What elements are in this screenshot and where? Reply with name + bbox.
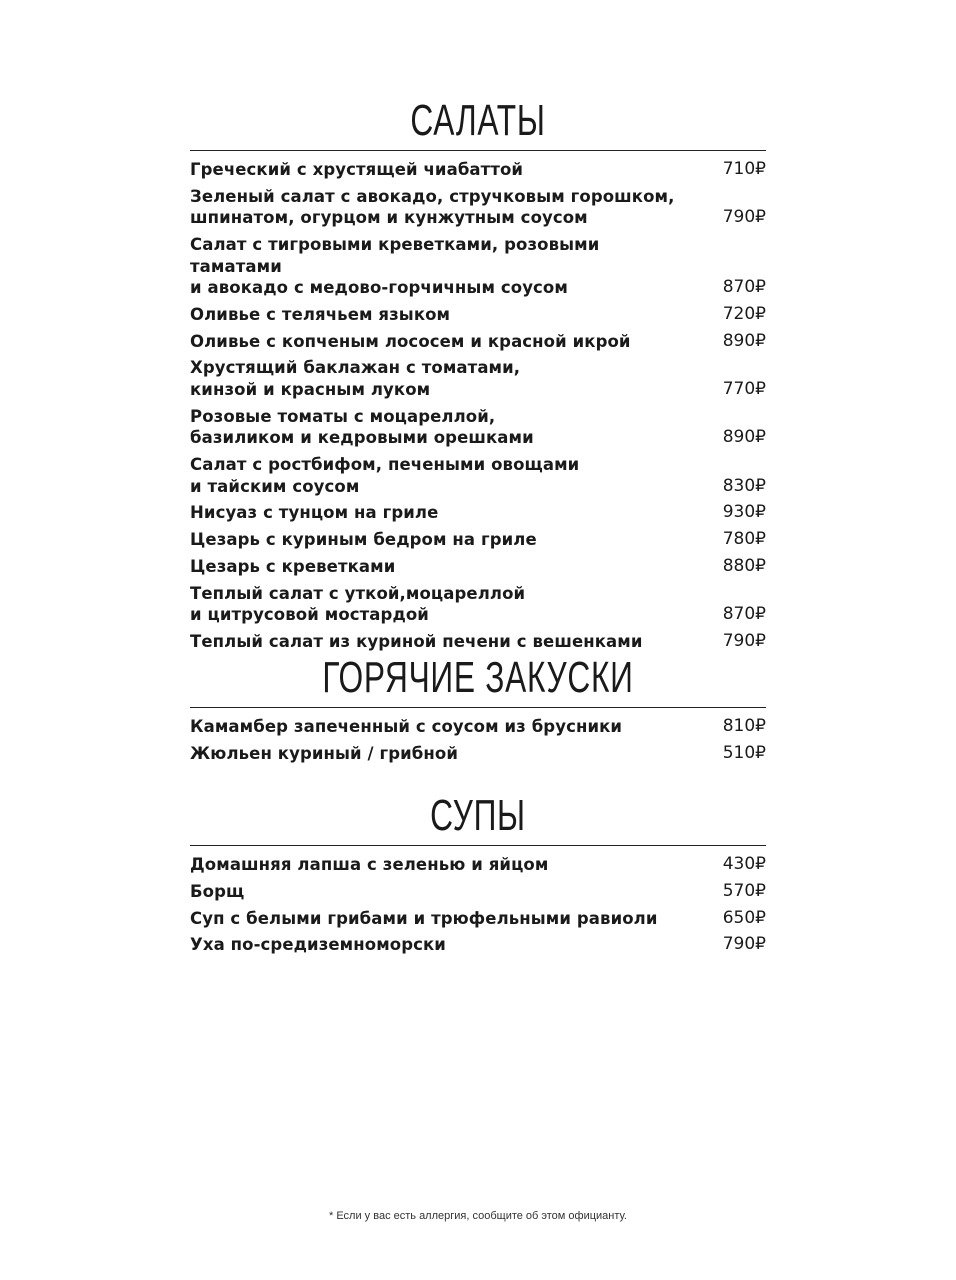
- dish-price: 710₽: [722, 159, 766, 179]
- dish-name: Хрустящий баклажан с томатами, кинзой и красным луком: [190, 358, 521, 399]
- dish-price: 790₽: [722, 934, 766, 955]
- menu-item: [190, 186, 766, 229]
- menu-item: [190, 743, 766, 765]
- menu-item: [190, 234, 766, 299]
- dish-name: Теплый салат из куриной печени с вешенками: [190, 632, 643, 652]
- section-title: САЛАТЫ: [410, 96, 546, 145]
- menu-item: [190, 406, 766, 449]
- menu-item: [190, 331, 766, 353]
- dish-price: 790₽: [722, 207, 766, 228]
- menu-item: [190, 583, 766, 626]
- dish-price: 890₽: [722, 427, 766, 448]
- menu-item: [190, 556, 766, 578]
- dish-name: Цезарь с креветками: [190, 556, 396, 576]
- dish-name: Домашняя лапша с зеленью и яйцом: [190, 855, 549, 874]
- menu-items-list: [190, 159, 766, 653]
- dish-name: Розовые томаты с моцареллой, базиликом и кедровыми орешками: [190, 406, 534, 448]
- dish-name: Нисуаз с тунцом на гриле: [190, 503, 439, 523]
- menu-item: [190, 357, 766, 400]
- section-title: СУПЫ: [430, 791, 526, 840]
- section-title: ГОРЯЧИЕ ЗАКУСКИ: [322, 653, 634, 702]
- menu-item: [190, 908, 766, 930]
- section-divider: [190, 845, 766, 846]
- section-soups: [190, 793, 766, 961]
- menu-item: [190, 631, 766, 653]
- dish-name: Уха по-средиземноморски: [190, 935, 446, 955]
- allergy-footnote: * Если у вас есть аллергия, сообщите об этом официанту.: [329, 1210, 627, 1222]
- dish-name: Суп с белыми грибами и трюфельными равиоли: [190, 908, 658, 928]
- dish-name: Камамбер запеченный с соусом из брусники: [190, 717, 623, 736]
- dish-name: Греческий с хрустящей чиабаттой: [190, 160, 524, 179]
- dish-price: 810₽: [722, 716, 766, 736]
- dish-name: Салат с тигровыми креветками, розовыми таматами и авокадо с медово-горчичным соусом: [190, 235, 600, 298]
- dish-price: 870₽: [722, 604, 766, 625]
- dish-name: Зеленый салат с авокадо, стручковым горошком, шпинатом, огурцом и кунжутным соусом: [190, 186, 675, 228]
- dish-price: 430₽: [722, 854, 766, 874]
- dish-name: Оливье с копченым лососем и красной икрой: [190, 331, 631, 351]
- menu-item: [190, 529, 766, 551]
- dish-name: Оливье с телячьем языком: [190, 304, 451, 324]
- menu-item: [190, 854, 766, 876]
- section-hot-appetizers: [190, 655, 766, 770]
- dish-price: 720₽: [722, 303, 766, 324]
- dish-name: Жюльен куриный / грибной: [190, 743, 459, 763]
- menu-item: [190, 304, 766, 326]
- dish-price: 880₽: [722, 555, 766, 576]
- menu-items-list: [190, 716, 766, 764]
- menu-items-list: [190, 854, 766, 956]
- menu-item: [190, 881, 766, 903]
- dish-price: 780₽: [722, 529, 766, 550]
- dish-price: 510₽: [722, 742, 766, 763]
- dish-price: 790₽: [722, 631, 766, 652]
- dish-price: 650₽: [722, 907, 766, 928]
- dish-name: Цезарь с куриным бедром на гриле: [190, 530, 537, 550]
- dish-price: 890₽: [722, 330, 766, 351]
- dish-name: Салат с ростбифом, печеными овощами и тайским соусом: [190, 455, 580, 496]
- menu-item: [190, 716, 766, 738]
- menu-item: [190, 502, 766, 524]
- menu-item: [190, 159, 766, 181]
- section-divider: [190, 707, 766, 708]
- section-divider: [190, 150, 766, 151]
- dish-price: 770₽: [722, 378, 766, 399]
- dish-price: 870₽: [722, 277, 766, 298]
- dish-price: 570₽: [722, 880, 766, 901]
- dish-name: Теплый салат с уткой,моцареллой и цитрусовой мостардой: [190, 583, 526, 625]
- menu-item: [190, 934, 766, 956]
- dish-price: 930₽: [722, 502, 766, 523]
- dish-name: Борщ: [190, 881, 245, 901]
- menu-item: [190, 454, 766, 497]
- section-salads: [190, 98, 766, 658]
- dish-price: 830₽: [722, 475, 766, 496]
